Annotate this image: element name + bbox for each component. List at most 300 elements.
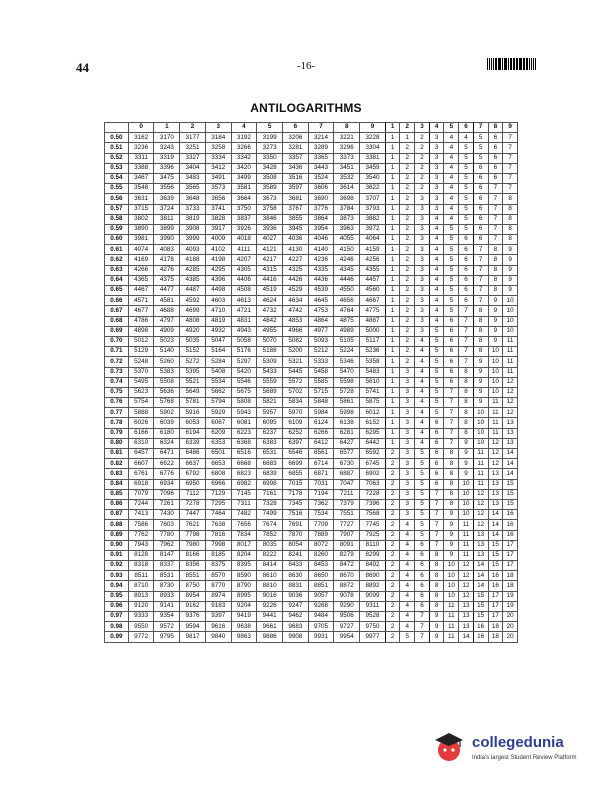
table-cell: 7096 [154, 489, 180, 499]
table-cell: 3 [429, 194, 444, 204]
table-cell: 4 [400, 571, 415, 581]
table-cell: 3 [415, 224, 430, 234]
table-cell: 3 [415, 326, 430, 336]
table-cell: 1 [385, 265, 400, 275]
table-cell: 13 [488, 479, 503, 489]
table-cell: 3999 [180, 235, 206, 245]
row-label: 0.57 [105, 204, 129, 214]
table-cell: 4416 [257, 275, 283, 285]
table-row [105, 235, 518, 245]
table-cell: 5035 [180, 336, 206, 346]
table-cell: 1 [385, 438, 400, 448]
table-cell: 9661 [257, 622, 283, 632]
table-cell: 14 [488, 530, 503, 540]
table-cell: 3715 [128, 204, 154, 214]
table-cell: 14 [459, 632, 474, 642]
table-cell: 8531 [154, 571, 180, 581]
table-cell: 5875 [360, 398, 386, 408]
table-cell: 7516 [282, 510, 308, 520]
table-cell: 4 [444, 153, 459, 163]
table-cell: 5395 [180, 367, 206, 377]
table-cell: 5 [429, 357, 444, 367]
table-cell: 5715 [308, 387, 334, 397]
table-cell: 11 [459, 520, 474, 530]
table-cell: 8650 [308, 571, 334, 581]
table-cell: 7031 [308, 479, 334, 489]
table-cell: 2 [385, 530, 400, 540]
table-cell: 3243 [154, 143, 180, 153]
table-cell: 1 [385, 194, 400, 204]
table-cell: 5164 [205, 347, 231, 357]
table-cell: 8 [444, 459, 459, 469]
table-cell: 6 [459, 235, 474, 245]
table-cell: 6 [473, 173, 488, 183]
table-cell: 5848 [308, 398, 334, 408]
table-cell: 4121 [257, 245, 283, 255]
table-cell: 8770 [205, 581, 231, 591]
table-cell: 4 [444, 133, 459, 143]
table-cell: 1 [385, 326, 400, 336]
table-cell: 7 [415, 632, 430, 642]
table-cell: 4 [429, 245, 444, 255]
table-cell: 5 [459, 194, 474, 204]
table-cell: 3334 [205, 153, 231, 163]
table-cell: 7603 [154, 520, 180, 530]
table-cell: 5 [429, 387, 444, 397]
table-cell: 4742 [282, 306, 308, 316]
table-cell: 18 [503, 571, 518, 581]
table-cell: 8954 [180, 591, 206, 601]
table-cell: 6516 [231, 449, 257, 459]
table-cell: 4 [444, 163, 459, 173]
table-cell: 8356 [180, 561, 206, 571]
table-cell: 7 [488, 224, 503, 234]
table-cell: 5212 [308, 347, 334, 357]
table-row [105, 184, 518, 194]
table-cell: 7 [415, 622, 430, 632]
table-cell: 18 [488, 622, 503, 632]
table-cell: 3890 [128, 224, 154, 234]
table-cell: 9594 [180, 622, 206, 632]
table-cell: 9204 [231, 601, 257, 611]
table-cell: 8 [429, 550, 444, 560]
table-cell: 5902 [154, 408, 180, 418]
table-cell: 9750 [360, 622, 386, 632]
table-cell: 5754 [128, 398, 154, 408]
table-cell: 3273 [257, 143, 283, 153]
table-row [105, 530, 518, 540]
table-cell: 7 [459, 306, 474, 316]
row-label: 0.77 [105, 408, 129, 418]
table-cell: 8 [473, 347, 488, 357]
table-cell: 7464 [205, 510, 231, 520]
table-cell: 7638 [205, 520, 231, 530]
column-header: 9 [360, 123, 386, 133]
table-cell: 5483 [360, 367, 386, 377]
table-cell: 8750 [180, 581, 206, 591]
table-cell: 8610 [257, 571, 283, 581]
table-cell: 8 [459, 387, 474, 397]
table-cell: 9683 [282, 622, 308, 632]
row-label: 0.55 [105, 184, 129, 194]
table-cell: 7228 [360, 489, 386, 499]
table-cell: 9078 [334, 591, 360, 601]
table-cell: 4093 [180, 245, 206, 255]
table-cell: 5445 [282, 367, 308, 377]
table-cell: 6397 [282, 438, 308, 448]
table-cell: 4764 [334, 306, 360, 316]
table-cell: 4009 [205, 235, 231, 245]
table-row [105, 520, 518, 530]
table-cell: 8995 [231, 591, 257, 601]
table-cell: 2 [385, 499, 400, 509]
table-cell: 3981 [128, 235, 154, 245]
row-label: 0.59 [105, 224, 129, 234]
table-cell: 16 [488, 581, 503, 591]
table-cell: 4613 [231, 296, 257, 306]
table-cell: 2 [415, 133, 430, 143]
column-header: 8 [334, 123, 360, 133]
table-cell: 8 [473, 326, 488, 336]
table-cell: 3 [415, 204, 430, 214]
table-cell: 3656 [205, 194, 231, 204]
table-cell: 5140 [154, 347, 180, 357]
table-cell: 12 [503, 377, 518, 387]
table-cell: 4842 [257, 316, 283, 326]
table-cell: 9550 [128, 622, 154, 632]
table-cell: 1 [385, 316, 400, 326]
table-cell: 5 [444, 265, 459, 275]
table-cell: 4592 [180, 296, 206, 306]
table-cell: 6 [488, 173, 503, 183]
table-cell: 3573 [205, 184, 231, 194]
table-row [105, 133, 518, 143]
table-row [105, 632, 518, 642]
table-cell: 6934 [154, 479, 180, 489]
table-cell: 1 [400, 133, 415, 143]
table-cell: 3540 [360, 173, 386, 183]
table-cell: 5 [459, 153, 474, 163]
table-cell: 6 [488, 143, 503, 153]
table-cell: 20 [503, 632, 518, 642]
table-cell: 6 [415, 601, 430, 611]
table-cell: 5 [415, 459, 430, 469]
table-cell: 7 [459, 336, 474, 346]
table-cell: 3741 [205, 204, 231, 214]
table-cell: 7447 [180, 510, 206, 520]
table-cell: 2 [400, 153, 415, 163]
table-cell: 12 [503, 408, 518, 418]
table-cell: 4266 [128, 265, 154, 275]
table-cell: 6902 [360, 469, 386, 479]
table-cell: 3681 [282, 194, 308, 204]
table-cell: 5 [459, 173, 474, 183]
table-cell: 2 [385, 612, 400, 622]
table-cell: 2 [400, 265, 415, 275]
table-cell: 8 [429, 571, 444, 581]
table-cell: 3926 [231, 224, 257, 234]
table-cell: 6577 [334, 449, 360, 459]
table-cell: 6368 [231, 438, 257, 448]
table-cell: 13 [473, 540, 488, 550]
table-cell: 3 [415, 316, 430, 326]
table-cell: 11 [488, 398, 503, 408]
table-cell: 14 [473, 571, 488, 581]
table-cell: 8 [473, 336, 488, 346]
table-cell: 8933 [154, 591, 180, 601]
table-cell: 7482 [231, 510, 257, 520]
table-cell: 8913 [128, 591, 154, 601]
row-label: 0.68 [105, 316, 129, 326]
table-cell: 1 [385, 184, 400, 194]
table-cell: 10 [459, 479, 474, 489]
table-cell: 4018 [231, 235, 257, 245]
table-cell: 9484 [308, 612, 334, 622]
table-cell: 5 [444, 296, 459, 306]
table-cell: 7798 [180, 530, 206, 540]
table-cell: 18 [488, 632, 503, 642]
table-cell: 3 [415, 286, 430, 296]
table-cell: 3 [400, 418, 415, 428]
table-cell: 1 [385, 143, 400, 153]
table-cell: 1 [385, 204, 400, 214]
table-cell: 4699 [180, 306, 206, 316]
table-cell: 3319 [154, 153, 180, 163]
table-cell: 7244 [128, 499, 154, 509]
table-cell: 1 [385, 387, 400, 397]
table-row [105, 489, 518, 499]
table-cell: 4477 [154, 286, 180, 296]
table-cell: 7889 [308, 530, 334, 540]
table-cell: 3864 [308, 214, 334, 224]
table-cell: 4721 [231, 306, 257, 316]
table-cell: 5 [459, 184, 474, 194]
row-label: 0.76 [105, 398, 129, 408]
table-cell: 9333 [128, 612, 154, 622]
table-cell: 6237 [257, 428, 283, 438]
table-cell: 6998 [257, 479, 283, 489]
row-label: 0.92 [105, 561, 129, 571]
table-cell: 6839 [257, 469, 283, 479]
table-cell: 3251 [180, 143, 206, 153]
table-cell: 17 [503, 550, 518, 560]
table-cell: 11 [488, 428, 503, 438]
table-cell: 4498 [205, 286, 231, 296]
table-cell: 4 [400, 550, 415, 560]
table-cell: 12 [473, 520, 488, 530]
table-cell: 9 [444, 530, 459, 540]
row-label: 0.88 [105, 520, 129, 530]
row-label: 0.86 [105, 499, 129, 509]
table-cell: 1 [385, 357, 400, 367]
table-row [105, 336, 518, 346]
table-cell: 8279 [334, 550, 360, 560]
table-cell: 3776 [308, 204, 334, 214]
table-cell: 4519 [257, 286, 283, 296]
table-cell: 9 [444, 510, 459, 520]
table-cell: 14 [473, 561, 488, 571]
table-row [105, 326, 518, 336]
table-cell: 8414 [257, 561, 283, 571]
table-cell: 5585 [308, 377, 334, 387]
table-cell: 3 [400, 459, 415, 469]
table-cell: 13 [503, 428, 518, 438]
table-cell: 5 [459, 214, 474, 224]
table-cell: 9 [444, 520, 459, 530]
table-cell: 9 [429, 632, 444, 642]
table-cell: 5768 [154, 398, 180, 408]
table-cell: 2 [400, 204, 415, 214]
table-cell: 8 [429, 601, 444, 611]
table-cell: 4 [400, 622, 415, 632]
table-cell: 7345 [282, 499, 308, 509]
table-cell: 2 [385, 459, 400, 469]
table-cell: 3289 [308, 143, 334, 153]
table-cell: 5236 [360, 347, 386, 357]
table-cell: 5702 [282, 387, 308, 397]
table-cell: 3811 [154, 214, 180, 224]
table-cell: 4256 [360, 255, 386, 265]
table-cell: 2 [400, 214, 415, 224]
table-cell: 3690 [308, 194, 334, 204]
table-cell: 6966 [205, 479, 231, 489]
table-cell: 6209 [205, 428, 231, 438]
table-cell: 5058 [231, 336, 257, 346]
table-cell: 7 [473, 286, 488, 296]
table-cell: 6 [429, 418, 444, 428]
table-cell: 11 [444, 601, 459, 611]
table-cell: 6 [415, 571, 430, 581]
table-cell: 3396 [154, 163, 180, 173]
table-cell: 12 [503, 387, 518, 397]
table-cell: 5284 [205, 357, 231, 367]
table-cell: 2 [385, 632, 400, 642]
table-cell: 7691 [282, 520, 308, 530]
table-cell: 7499 [257, 510, 283, 520]
table-cell: 3828 [205, 214, 231, 224]
table-cell: 9954 [334, 632, 360, 642]
table-cell: 5534 [205, 377, 231, 387]
table-cell: 3 [415, 255, 430, 265]
table-cell: 5 [400, 632, 415, 642]
row-label: 0.94 [105, 581, 129, 591]
table-cell: 5188 [257, 347, 283, 357]
table-cell: 1 [385, 377, 400, 387]
table-cell: 3 [415, 245, 430, 255]
table-cell: 5 [444, 275, 459, 285]
graduate-cap-icon [432, 730, 466, 764]
table-cell: 4 [429, 275, 444, 285]
table-cell: 13 [503, 418, 518, 428]
table-cell: 8 [444, 469, 459, 479]
table-cell: 9120 [128, 601, 154, 611]
table-cell: 8453 [308, 561, 334, 571]
table-cell: 6653 [205, 459, 231, 469]
column-header: 6 [459, 123, 474, 133]
table-cell: 9 [444, 550, 459, 560]
table-cell: 3436 [282, 163, 308, 173]
table-cell: 8185 [205, 550, 231, 560]
table-row [105, 561, 518, 571]
table-cell: 4 [444, 173, 459, 183]
table-cell: 5458 [308, 367, 334, 377]
table-cell: 3412 [205, 163, 231, 173]
table-cell: 5 [415, 499, 430, 509]
table-cell: 8551 [180, 571, 206, 581]
table-cell: 3 [400, 510, 415, 520]
table-cell: 6683 [257, 459, 283, 469]
table-cell: 4 [400, 530, 415, 540]
table-cell: 6 [429, 428, 444, 438]
table-row [105, 153, 518, 163]
table-cell: 2 [400, 275, 415, 285]
table-row [105, 571, 518, 581]
table-cell: 6353 [205, 438, 231, 448]
table-cell: 15 [503, 499, 518, 509]
table-cell: 5297 [231, 357, 257, 367]
table-cell: 2 [400, 306, 415, 316]
table-cell: 10 [473, 418, 488, 428]
table-cell: 10 [488, 347, 503, 357]
table-cell: 5176 [231, 347, 257, 357]
table-cell: 17 [488, 591, 503, 601]
column-header: 7 [473, 123, 488, 133]
table-cell: 6 [429, 449, 444, 459]
table-cell: 12 [473, 499, 488, 509]
table-cell: 6124 [308, 418, 334, 428]
table-cell: 5495 [128, 377, 154, 387]
table-cell: 4 [444, 184, 459, 194]
table-cell: 17 [488, 612, 503, 622]
table-cell: 6383 [257, 438, 283, 448]
table-cell: 6152 [360, 418, 386, 428]
table-cell: 8 [503, 224, 518, 234]
table-cell: 3698 [334, 194, 360, 204]
table-cell: 6067 [205, 418, 231, 428]
table-cell: 3365 [308, 153, 334, 163]
table-cell: 4 [429, 306, 444, 316]
table-cell: 4 [415, 377, 430, 387]
table-cell: 9 [473, 367, 488, 377]
table-cell: 6950 [180, 479, 206, 489]
table-cell: 3 [429, 204, 444, 214]
table-cell: 7047 [334, 479, 360, 489]
table-cell: 7112 [180, 489, 206, 499]
table-cell: 7568 [360, 510, 386, 520]
table-cell: 9268 [308, 601, 334, 611]
table-cell: 3373 [334, 153, 360, 163]
table-row [105, 499, 518, 509]
table-cell: 13 [488, 469, 503, 479]
table-cell: 10 [459, 499, 474, 509]
table-cell: 6 [459, 286, 474, 296]
table-cell: 4571 [128, 296, 154, 306]
table-cell: 5224 [334, 347, 360, 357]
table-cell: 8337 [154, 561, 180, 571]
table-cell: 6 [415, 540, 430, 550]
table-cell: 7 [429, 489, 444, 499]
table-cell: 9099 [360, 591, 386, 601]
table-cell: 7925 [360, 530, 386, 540]
table-cell: 7 [429, 499, 444, 509]
table-cell: 2 [400, 347, 415, 357]
table-cell: 9290 [334, 601, 360, 611]
table-row [105, 224, 518, 234]
table-row [105, 591, 518, 601]
table-cell: 11 [503, 347, 518, 357]
table-cell: 4808 [180, 316, 206, 326]
table-cell: 6501 [205, 449, 231, 459]
